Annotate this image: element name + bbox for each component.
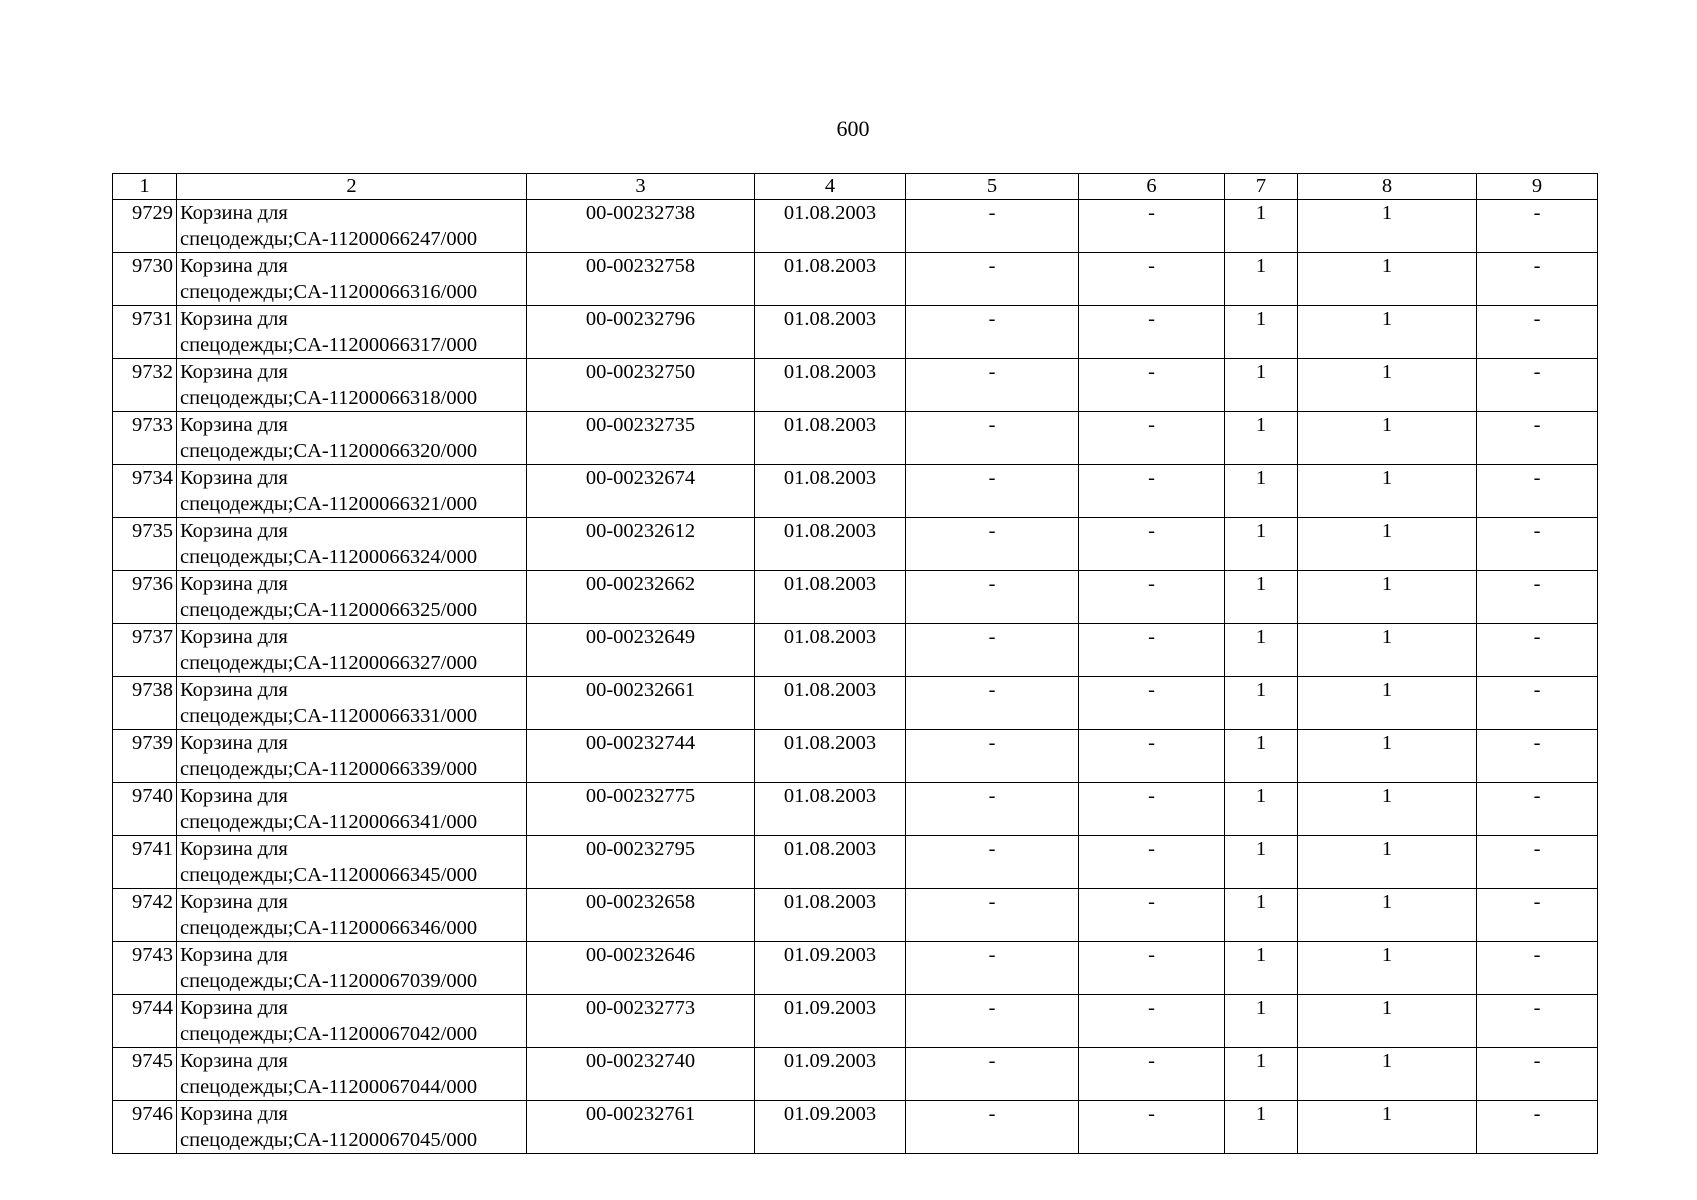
column-5-cell: - [906, 253, 1079, 306]
date-cell: 01.09.2003 [755, 1101, 906, 1154]
inventory-number-cell: 00-00232750 [527, 359, 755, 412]
column-7-cell: 1 [1225, 1048, 1298, 1101]
column-6-cell: - [1079, 942, 1225, 995]
column-7-cell: 1 [1225, 359, 1298, 412]
item-name-cell [177, 1048, 527, 1101]
item-name-line-2: спецодежды;CA-11200067044/000 [180, 1076, 478, 1098]
column-5-cell: - [906, 836, 1079, 889]
column-5-cell: - [906, 783, 1079, 836]
item-name-line-1: Корзина для [180, 467, 288, 489]
table-row [113, 518, 1598, 571]
item-name-line-1: Корзина для [180, 573, 288, 595]
date-cell: 01.08.2003 [755, 783, 906, 836]
item-name-line-1: Корзина для [180, 944, 288, 966]
date-cell: 01.08.2003 [755, 836, 906, 889]
row-number-cell: 9745 [113, 1048, 177, 1101]
item-name-line-2: спецодежды;CA-11200067045/000 [180, 1129, 478, 1151]
column-5-cell: - [906, 200, 1079, 253]
item-name-cell [177, 412, 527, 465]
inventory-number-cell: 00-00232758 [527, 253, 755, 306]
item-name-cell [177, 200, 527, 253]
column-9-cell: - [1477, 783, 1598, 836]
column-7-cell: 1 [1225, 1101, 1298, 1154]
table-row [113, 200, 1598, 253]
column-8-cell: 1 [1298, 571, 1477, 624]
table-row [113, 942, 1598, 995]
table-body [113, 200, 1598, 1154]
column-6-cell: - [1079, 677, 1225, 730]
column-8-cell: 1 [1298, 200, 1477, 253]
item-name-cell [177, 995, 527, 1048]
column-5-cell: - [906, 1101, 1079, 1154]
column-header-3: 3 [527, 174, 755, 200]
row-number-cell: 9744 [113, 995, 177, 1048]
column-7-cell: 1 [1225, 730, 1298, 783]
header-row [113, 174, 1598, 200]
asset-register-table [112, 173, 1598, 1154]
column-9-cell: - [1477, 1101, 1598, 1154]
column-5-cell: - [906, 465, 1079, 518]
row-number-cell: 9738 [113, 677, 177, 730]
item-name-cell [177, 836, 527, 889]
column-9-cell: - [1477, 465, 1598, 518]
column-9-cell: - [1477, 359, 1598, 412]
column-5-cell: - [906, 306, 1079, 359]
column-6-cell: - [1079, 783, 1225, 836]
item-name-cell [177, 942, 527, 995]
item-name-line-1: Корзина для [180, 891, 288, 913]
date-cell: 01.08.2003 [755, 306, 906, 359]
column-header-5: 5 [906, 174, 1079, 200]
inventory-number-cell: 00-00232738 [527, 200, 755, 253]
column-7-cell: 1 [1225, 677, 1298, 730]
column-7-cell: 1 [1225, 518, 1298, 571]
column-9-cell: - [1477, 624, 1598, 677]
column-6-cell: - [1079, 465, 1225, 518]
inventory-number-cell: 00-00232735 [527, 412, 755, 465]
column-header-8: 8 [1298, 174, 1477, 200]
column-9-cell: - [1477, 889, 1598, 942]
table-row [113, 359, 1598, 412]
item-name-line-2: спецодежды;CA-11200066320/000 [180, 440, 478, 462]
column-8-cell: 1 [1298, 730, 1477, 783]
column-6-cell: - [1079, 1101, 1225, 1154]
table-row [113, 412, 1598, 465]
item-name-line-1: Корзина для [180, 1050, 288, 1072]
item-name-cell [177, 306, 527, 359]
column-6-cell: - [1079, 730, 1225, 783]
column-header-4: 4 [755, 174, 906, 200]
date-cell: 01.08.2003 [755, 200, 906, 253]
item-name-line-1: Корзина для [180, 785, 288, 807]
item-name-line-2: спецодежды;CA-11200066346/000 [180, 917, 478, 939]
item-name-line-1: Корзина для [180, 626, 288, 648]
item-name-cell [177, 783, 527, 836]
column-5-cell: - [906, 942, 1079, 995]
row-number-cell: 9732 [113, 359, 177, 412]
column-7-cell: 1 [1225, 783, 1298, 836]
row-number-cell: 9746 [113, 1101, 177, 1154]
table-row [113, 995, 1598, 1048]
item-name-line-1: Корзина для [180, 732, 288, 754]
date-cell: 01.09.2003 [755, 995, 906, 1048]
item-name-line-2: спецодежды;CA-11200066327/000 [180, 652, 478, 674]
row-number-cell: 9735 [113, 518, 177, 571]
column-9-cell: - [1477, 253, 1598, 306]
column-8-cell: 1 [1298, 412, 1477, 465]
item-name-cell [177, 889, 527, 942]
column-8-cell: 1 [1298, 1101, 1477, 1154]
item-name-cell [177, 253, 527, 306]
column-8-cell: 1 [1298, 942, 1477, 995]
column-7-cell: 1 [1225, 624, 1298, 677]
item-name-cell [177, 359, 527, 412]
column-5-cell: - [906, 1048, 1079, 1101]
inventory-number-cell: 00-00232674 [527, 465, 755, 518]
column-8-cell: 1 [1298, 359, 1477, 412]
table-row [113, 306, 1598, 359]
date-cell: 01.08.2003 [755, 253, 906, 306]
inventory-number-cell: 00-00232773 [527, 995, 755, 1048]
column-7-cell: 1 [1225, 465, 1298, 518]
item-name-line-1: Корзина для [180, 838, 288, 860]
column-5-cell: - [906, 359, 1079, 412]
column-9-cell: - [1477, 730, 1598, 783]
inventory-number-cell: 00-00232761 [527, 1101, 755, 1154]
column-6-cell: - [1079, 518, 1225, 571]
column-8-cell: 1 [1298, 253, 1477, 306]
date-cell: 01.08.2003 [755, 518, 906, 571]
column-8-cell: 1 [1298, 889, 1477, 942]
table-row [113, 571, 1598, 624]
inventory-number-cell: 00-00232775 [527, 783, 755, 836]
table-row [113, 889, 1598, 942]
item-name-line-2: спецодежды;CA-11200066341/000 [180, 811, 478, 833]
column-header-9: 9 [1477, 174, 1598, 200]
column-9-cell: - [1477, 412, 1598, 465]
item-name-line-1: Корзина для [180, 202, 288, 224]
column-header-2: 2 [177, 174, 527, 200]
item-name-line-2: спецодежды;CA-11200066317/000 [180, 334, 478, 356]
item-name-line-2: спецодежды;CA-11200066321/000 [180, 493, 478, 515]
item-name-cell [177, 571, 527, 624]
column-7-cell: 1 [1225, 412, 1298, 465]
item-name-cell [177, 465, 527, 518]
item-name-line-1: Корзина для [180, 255, 288, 277]
row-number-cell: 9740 [113, 783, 177, 836]
table-row [113, 465, 1598, 518]
item-name-cell [177, 1101, 527, 1154]
inventory-number-cell: 00-00232796 [527, 306, 755, 359]
date-cell: 01.08.2003 [755, 889, 906, 942]
row-number-cell: 9731 [113, 306, 177, 359]
column-9-cell: - [1477, 836, 1598, 889]
item-name-line-1: Корзина для [180, 997, 288, 1019]
column-8-cell: 1 [1298, 836, 1477, 889]
date-cell: 01.08.2003 [755, 624, 906, 677]
column-header-1: 1 [113, 174, 177, 200]
column-6-cell: - [1079, 889, 1225, 942]
column-6-cell: - [1079, 253, 1225, 306]
column-7-cell: 1 [1225, 253, 1298, 306]
date-cell: 01.09.2003 [755, 1048, 906, 1101]
column-6-cell: - [1079, 306, 1225, 359]
column-5-cell: - [906, 518, 1079, 571]
table-row [113, 1101, 1598, 1154]
column-7-cell: 1 [1225, 995, 1298, 1048]
item-name-cell [177, 677, 527, 730]
column-6-cell: - [1079, 836, 1225, 889]
date-cell: 01.08.2003 [755, 359, 906, 412]
item-name-line-1: Корзина для [180, 1103, 288, 1125]
inventory-number-cell: 00-00232662 [527, 571, 755, 624]
column-7-cell: 1 [1225, 200, 1298, 253]
column-6-cell: - [1079, 200, 1225, 253]
item-name-line-2: спецодежды;CA-11200066339/000 [180, 758, 478, 780]
item-name-cell [177, 518, 527, 571]
item-name-line-2: спецодежды;CA-11200066325/000 [180, 599, 478, 621]
table-row [113, 253, 1598, 306]
date-cell: 01.08.2003 [755, 730, 906, 783]
table-row [113, 783, 1598, 836]
item-name-line-2: спецодежды;CA-11200067039/000 [180, 970, 478, 992]
item-name-line-1: Корзина для [180, 679, 288, 701]
row-number-cell: 9733 [113, 412, 177, 465]
column-5-cell: - [906, 995, 1079, 1048]
table-row [113, 836, 1598, 889]
item-name-cell [177, 624, 527, 677]
row-number-cell: 9734 [113, 465, 177, 518]
column-7-cell: 1 [1225, 889, 1298, 942]
table-row [113, 730, 1598, 783]
column-9-cell: - [1477, 518, 1598, 571]
row-number-cell: 9742 [113, 889, 177, 942]
item-name-line-2: спецодежды;CA-11200066318/000 [180, 387, 478, 409]
row-number-cell: 9739 [113, 730, 177, 783]
column-9-cell: - [1477, 677, 1598, 730]
item-name-line-2: спецодежды;CA-11200066331/000 [180, 705, 478, 727]
item-name-cell [177, 730, 527, 783]
table-row [113, 677, 1598, 730]
table-row [113, 624, 1598, 677]
item-name-line-1: Корзина для [180, 308, 288, 330]
inventory-number-cell: 00-00232646 [527, 942, 755, 995]
date-cell: 01.09.2003 [755, 942, 906, 995]
column-6-cell: - [1079, 1048, 1225, 1101]
item-name-line-1: Корзина для [180, 520, 288, 542]
row-number-cell: 9729 [113, 200, 177, 253]
item-name-line-2: спецодежды;CA-11200066247/000 [180, 228, 478, 250]
row-number-cell: 9737 [113, 624, 177, 677]
column-5-cell: - [906, 571, 1079, 624]
table-row [113, 1048, 1598, 1101]
column-6-cell: - [1079, 624, 1225, 677]
column-5-cell: - [906, 730, 1079, 783]
column-9-cell: - [1477, 571, 1598, 624]
date-cell: 01.08.2003 [755, 465, 906, 518]
column-5-cell: - [906, 624, 1079, 677]
inventory-number-cell: 00-00232661 [527, 677, 755, 730]
column-7-cell: 1 [1225, 836, 1298, 889]
column-7-cell: 1 [1225, 571, 1298, 624]
date-cell: 01.08.2003 [755, 677, 906, 730]
column-9-cell: - [1477, 995, 1598, 1048]
column-8-cell: 1 [1298, 783, 1477, 836]
item-name-line-1: Корзина для [180, 414, 288, 436]
inventory-number-cell: 00-00232612 [527, 518, 755, 571]
item-name-line-2: спецодежды;CA-11200066316/000 [180, 281, 478, 303]
date-cell: 01.08.2003 [755, 412, 906, 465]
row-number-cell: 9741 [113, 836, 177, 889]
item-name-line-2: спецодежды;CA-11200066324/000 [180, 546, 478, 568]
column-6-cell: - [1079, 359, 1225, 412]
column-header-7: 7 [1225, 174, 1298, 200]
column-8-cell: 1 [1298, 465, 1477, 518]
column-5-cell: - [906, 412, 1079, 465]
column-6-cell: - [1079, 995, 1225, 1048]
row-number-cell: 9730 [113, 253, 177, 306]
column-5-cell: - [906, 677, 1079, 730]
inventory-number-cell: 00-00232658 [527, 889, 755, 942]
inventory-number-cell: 00-00232740 [527, 1048, 755, 1101]
row-number-cell: 9736 [113, 571, 177, 624]
column-5-cell: - [906, 889, 1079, 942]
column-6-cell: - [1079, 571, 1225, 624]
page-number: 600 [836, 116, 870, 141]
column-8-cell: 1 [1298, 677, 1477, 730]
item-name-line-2: спецодежды;CA-11200066345/000 [180, 864, 478, 886]
date-cell: 01.08.2003 [755, 571, 906, 624]
column-8-cell: 1 [1298, 995, 1477, 1048]
column-8-cell: 1 [1298, 624, 1477, 677]
column-header-6: 6 [1079, 174, 1225, 200]
inventory-number-cell: 00-00232649 [527, 624, 755, 677]
item-name-line-2: спецодежды;CA-11200067042/000 [180, 1023, 478, 1045]
column-9-cell: - [1477, 200, 1598, 253]
column-7-cell: 1 [1225, 306, 1298, 359]
inventory-number-cell: 00-00232744 [527, 730, 755, 783]
column-8-cell: 1 [1298, 518, 1477, 571]
item-name-line-1: Корзина для [180, 361, 288, 383]
row-number-cell: 9743 [113, 942, 177, 995]
inventory-number-cell: 00-00232795 [527, 836, 755, 889]
column-8-cell: 1 [1298, 1048, 1477, 1101]
column-9-cell: - [1477, 1048, 1598, 1101]
column-7-cell: 1 [1225, 942, 1298, 995]
column-6-cell: - [1079, 412, 1225, 465]
column-9-cell: - [1477, 306, 1598, 359]
column-8-cell: 1 [1298, 306, 1477, 359]
column-9-cell: - [1477, 942, 1598, 995]
